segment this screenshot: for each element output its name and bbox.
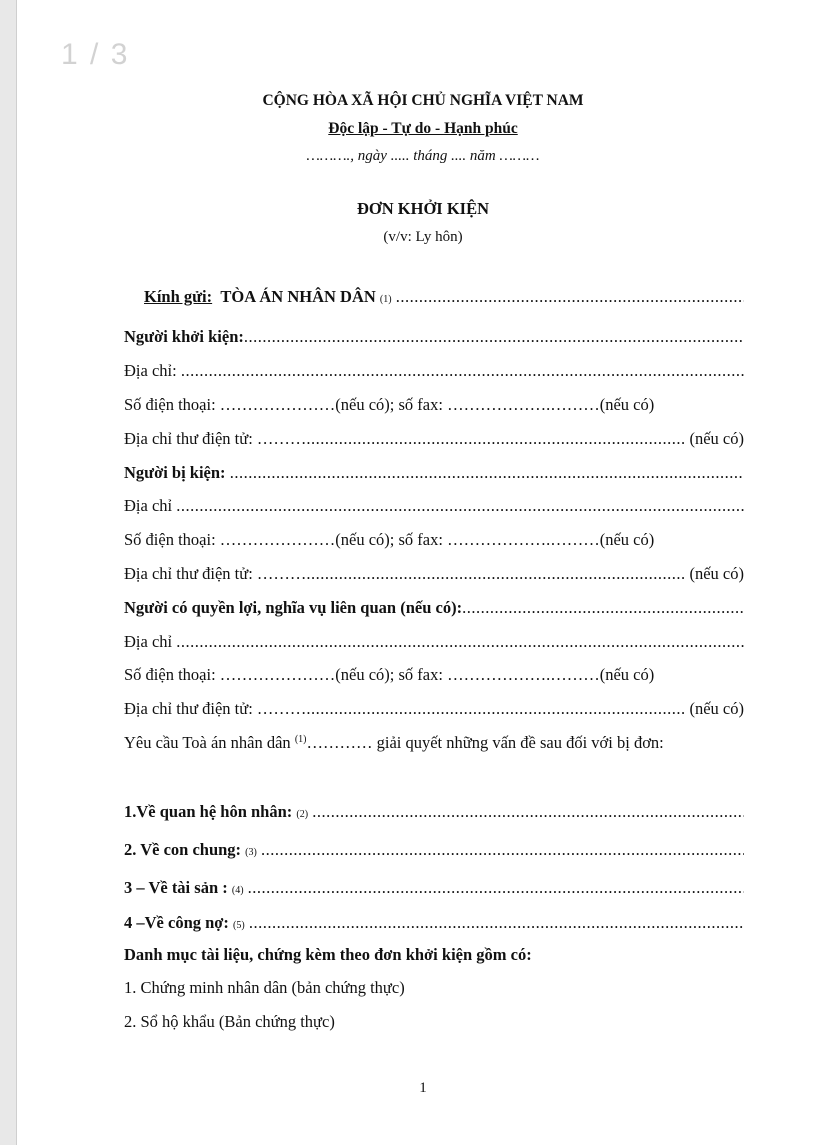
national-motto: Độc lập - Tự do - Hạnh phúc bbox=[328, 120, 518, 137]
recipient-label: Kính gửi: bbox=[144, 287, 213, 306]
page-indicator: 1 / 3 bbox=[61, 38, 130, 71]
fill-dots bbox=[306, 564, 685, 584]
fill-dots bbox=[396, 287, 744, 307]
related-address-line bbox=[124, 632, 744, 652]
plaintiff-address-line bbox=[124, 361, 744, 381]
defendant-line bbox=[124, 463, 744, 483]
related-party-label: Người có quyền lợi, nghĩa vụ liên quan (nếu có): bbox=[124, 598, 463, 617]
defendant-email-line bbox=[124, 564, 744, 584]
claim-label: 4 –Về công nợ: bbox=[124, 913, 229, 932]
recipient-court: TÒA ÁN NHÂN DÂN bbox=[220, 287, 376, 306]
fill-dots bbox=[306, 429, 685, 449]
page-number: 1 bbox=[419, 1080, 427, 1096]
claim-label: 3 – Về tài sản : bbox=[124, 878, 228, 897]
claim-item: 2. Về con chung: (3) ..... bbox=[124, 840, 744, 860]
plaintiff-label: Người khởi kiện: bbox=[124, 327, 244, 346]
defendant-phone-line bbox=[124, 530, 744, 550]
fill-dots bbox=[312, 802, 744, 822]
related-email-line bbox=[124, 699, 744, 719]
national-title: CỘNG HÒA XÃ HỘI CHỦ NGHĨA VIỆT NAM bbox=[262, 92, 584, 109]
email-label: Địa chỉ thư điện tử: ……… bbox=[124, 429, 307, 448]
related-party-line bbox=[124, 598, 744, 618]
document-subtitle: (v/v: Ly hôn) bbox=[383, 229, 463, 245]
recipient-line: Kính gửi: TÒA ÁN NHÂN DÂN (1) ..... bbox=[124, 287, 744, 307]
address-label: Địa chỉ bbox=[124, 496, 173, 515]
fill-dots bbox=[261, 840, 744, 860]
attachments-heading: Danh mục tài liệu, chứng kèm theo đơn khởi kiện gồm có: bbox=[124, 945, 532, 964]
optional-note: (nếu có) bbox=[689, 429, 744, 448]
address-label: Địa chỉ: bbox=[124, 361, 177, 380]
claim-item: 1.Về quan hệ hôn nhân: (2) ..... bbox=[124, 802, 744, 822]
fill-dots bbox=[244, 327, 744, 347]
fill-dots bbox=[249, 913, 744, 933]
claim-label: 1.Về quan hệ hôn nhân: bbox=[124, 802, 293, 821]
fill-dots bbox=[306, 699, 685, 719]
optional-note: (nếu có) bbox=[689, 699, 744, 718]
footnote-marker: (1) bbox=[294, 734, 307, 745]
defendant-label: Người bị kiện: bbox=[124, 463, 226, 482]
request-text-end: ………… giải quyết những vấn đề sau đối với bị đơn: bbox=[306, 733, 664, 752]
phone-fax-text: Số điện thoại: …………………(nếu có); số fax: ……………….………(nếu có) bbox=[124, 395, 655, 414]
document-page bbox=[16, 0, 828, 1145]
fill-dots bbox=[176, 496, 744, 516]
related-phone-line bbox=[124, 665, 744, 685]
plaintiff-email-line bbox=[124, 429, 744, 449]
plaintiff-line bbox=[124, 327, 744, 347]
claim-label: 2. Về con chung: bbox=[124, 840, 242, 859]
fill-dots bbox=[230, 463, 744, 483]
document-title: ĐƠN KHỞI KIỆN bbox=[356, 199, 490, 218]
plaintiff-phone-line bbox=[124, 395, 744, 415]
claim-item: 4 –Về công nợ: (5) ..... bbox=[124, 913, 744, 933]
fill-dots bbox=[248, 878, 744, 898]
date-line: ………., ngày ..... tháng .... năm ……… bbox=[306, 148, 540, 164]
fill-dots bbox=[462, 598, 744, 618]
request-paragraph bbox=[124, 727, 744, 758]
claim-item: 3 – Về tài sản : (4) ..... bbox=[124, 878, 744, 898]
fill-dots bbox=[176, 632, 744, 652]
phone-fax-text: Số điện thoại: …………………(nếu có); số fax: ……………….………(nếu có) bbox=[124, 665, 655, 684]
attachment-item: 1. Chứng minh nhân dân (bản chứng thực) bbox=[124, 978, 405, 997]
phone-fax-text: Số điện thoại: …………………(nếu có); số fax: ……………….………(nếu có) bbox=[124, 530, 655, 549]
address-label: Địa chỉ bbox=[124, 632, 173, 651]
fill-dots bbox=[181, 361, 744, 381]
email-label: Địa chỉ thư điện tử: ……… bbox=[124, 564, 307, 583]
request-text-start: Yêu cầu Toà án nhân dân bbox=[124, 733, 291, 752]
optional-note: (nếu có) bbox=[689, 564, 744, 583]
defendant-address-line bbox=[124, 496, 744, 516]
email-label: Địa chỉ thư điện tử: ……… bbox=[124, 699, 307, 718]
attachment-item: 2. Sổ hộ khẩu (Bản chứng thực) bbox=[124, 1012, 335, 1031]
